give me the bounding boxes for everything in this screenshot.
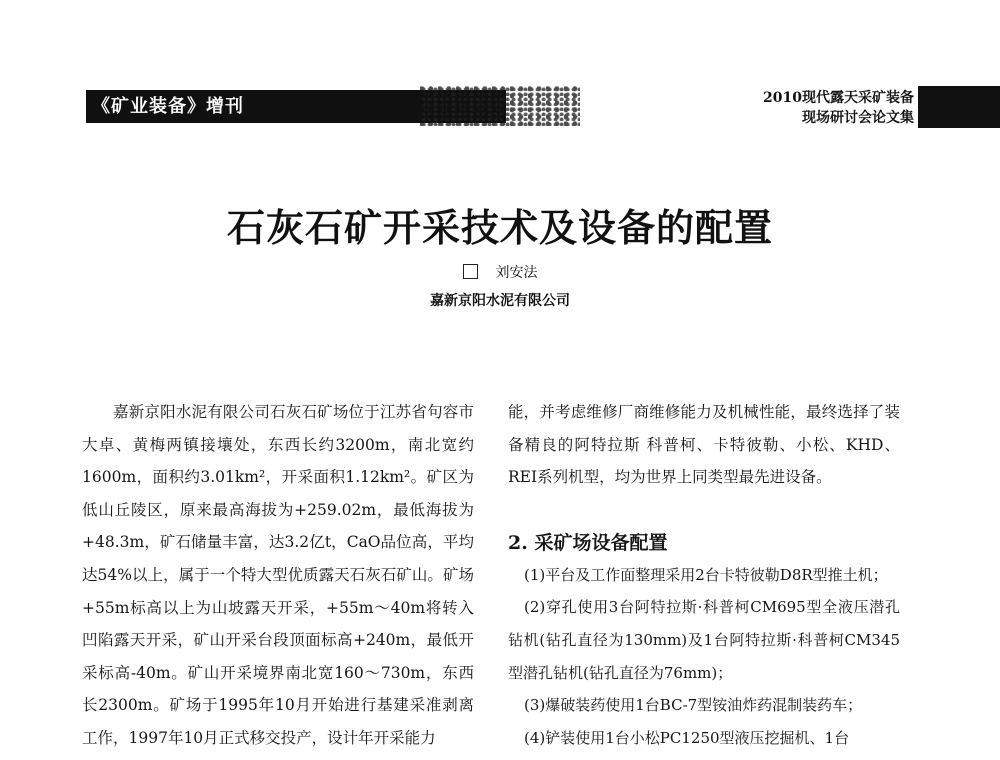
equipment-item: (4)铲装使用1台小松PC1250型液压挖掘机、1台 bbox=[524, 728, 850, 747]
affiliation: 嘉新京阳水泥有限公司 bbox=[430, 293, 570, 309]
equipment-item: (3)爆破装药使用1台BC-7型铵油炸药混制装药车； bbox=[524, 696, 863, 715]
header-band-texture bbox=[420, 86, 580, 126]
conference-line-1: 2010现代露天采矿装备 bbox=[763, 90, 914, 106]
continued-paragraph: 能，并考虑维修厂商维修能力及机械性能，最终选择了装备精良的阿特拉斯 科普柯、卡特彼勒、小松、KHD、REI系列机型，均为世界上同类型最先进设备。 bbox=[508, 403, 900, 487]
article-title: 石灰石矿开采技术及设备的配置 bbox=[226, 205, 773, 250]
left-column bbox=[82, 396, 474, 755]
intro-paragraph: 嘉新京阳水泥有限公司石灰石矿场位于江苏省句容市大卓、黄梅两镇接壤处，东西长约3200m，南北宽约1600m，面积约3.01km²，开采面积1.12km²。矿区为低山丘陵区，原来最高海拔为+259.02m，最低海拔为+48.3m，矿石储量丰富，达3.2亿t，CaO品位高，平均达54%以上，属于一个特大型优质露天石灰石矿山。矿场+55m标高以上为山坡露天开采，+55m～40m将转入凹陷露天开采，矿山开采台段顶面标高+240m，最低开采标高-40m。矿山开采境界南北宽160～730m，东西长2300m。矿场于1995年10月开始进行基建采准剥离工作，1997年10月正式移交投产，设计年开采能力 bbox=[82, 403, 474, 747]
section-gap bbox=[508, 494, 900, 527]
author-box-icon bbox=[463, 264, 478, 279]
conference-line-2: 现场研讨会论文集 bbox=[802, 110, 914, 126]
author-name: 刘安法 bbox=[495, 265, 538, 281]
equipment-item: (2)穿孔使用3台阿特拉斯·科普柯CM695型全液压潜孔钻机(钻孔直径为130mm)及1台阿特拉斯·科普柯CM345型潜孔钻机(钻孔直径为76mm)； bbox=[508, 598, 900, 682]
right-column bbox=[508, 396, 900, 754]
section-heading: 2. 采矿场设备配置 bbox=[508, 531, 668, 554]
author-line bbox=[0, 262, 1000, 282]
header-right-bar bbox=[918, 86, 1000, 128]
journal-name: 《矿业装备》增刊 bbox=[92, 96, 244, 117]
conference-name bbox=[763, 88, 914, 128]
equipment-item: (1)平台及工作面整理采用2台卡特彼勒D8R型推土机； bbox=[524, 565, 888, 584]
